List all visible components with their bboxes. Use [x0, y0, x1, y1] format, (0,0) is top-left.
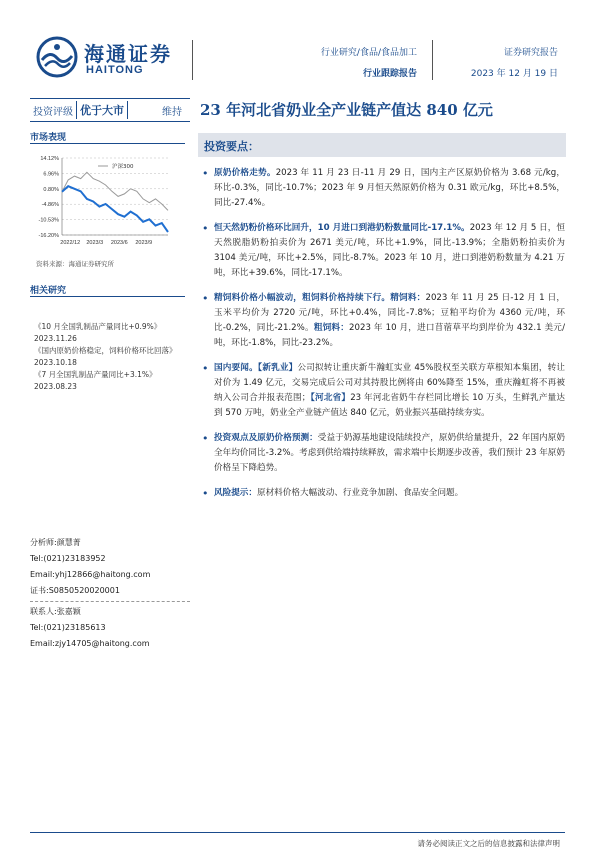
chart-x-tick-label: 2023/3 — [86, 240, 104, 246]
key-point-text: 23 年河北省奶牛存栏同比增长 10 万头，生鲜乳产量达到 570 万吨，奶业全产业链产值达 840 亿元，奶业振兴基础持续夯实。 — [214, 393, 565, 418]
key-point-text: 2023 年 12 月 5 日，恒天然脱脂奶粉拍卖价为 2671 美元/吨，环比+1.9%，同比-13.9%；全脂奶粉拍卖价为 3104 美元/吨，环比+2.5%，同比-8.7%。2023 年 10 月，进口到港奶粉数量为 4.21 万吨，环比+39.6%，同比-17.1%。 — [214, 223, 565, 278]
key-point-item — [200, 431, 565, 476]
chart-x-tick-label: 2022/12 — [60, 240, 81, 246]
report-date: 2023 年 12 月 19 日 — [470, 69, 558, 79]
key-point-heading: 风险提示： — [214, 488, 257, 498]
analyst-divider — [30, 601, 190, 602]
key-point-item — [200, 486, 565, 501]
analyst-cert: 证书:S0850520020001 — [30, 586, 120, 595]
header-divider — [432, 40, 433, 80]
chart-series-line — [62, 186, 168, 232]
key-point-heading: 国内要闻。 — [214, 363, 258, 373]
chart-y-tick-label: 14.12% — [40, 156, 59, 162]
key-point-heading: 原奶价格走势。 — [214, 168, 276, 178]
haitong-emblem-icon — [36, 36, 78, 78]
key-point-item — [200, 221, 565, 281]
market-performance-chart — [30, 150, 190, 250]
rating-bar — [30, 98, 190, 122]
contact-tel: Tel:(021)23185613 — [30, 623, 106, 632]
chart-y-tick-label: -16.20% — [38, 233, 59, 239]
report-title: 23 年河北省奶业全产业链产值达 840 亿元 — [200, 101, 493, 119]
related-item[interactable] — [34, 345, 184, 368]
related-item-date: 2023.11.26 — [34, 333, 77, 343]
market-heading-rule — [30, 143, 185, 144]
related-list — [34, 321, 184, 393]
chart-x-tick-label: 2023/6 — [110, 240, 128, 246]
key-point-heading: 精饲料价格小幅波动，粗饲料价格持续下行。 — [214, 293, 391, 303]
key-points-header — [198, 133, 566, 157]
report-series: 证券研究报告 — [503, 48, 558, 58]
chart-legend-label: 沪深300 — [112, 164, 134, 170]
logo-text-cn: 海通证券 — [84, 42, 172, 66]
chart-x-tick-label: 2023/9 — [135, 240, 153, 246]
related-item-title: 《7 月全国乳制品产量同比+3.1%》 — [34, 370, 157, 379]
header-divider — [192, 40, 193, 80]
footer-disclaimer: 请务必阅读正文之后的信息披露和法律声明 — [417, 839, 560, 848]
chart-y-tick-label: -4.86% — [41, 202, 59, 209]
key-point-subheading: 【河北省】 — [310, 393, 351, 403]
related-heading-rule — [30, 296, 185, 297]
chart-y-tick-label: -10.53% — [38, 217, 59, 224]
report-type: 行业跟踪报告 — [362, 69, 417, 79]
key-point-heading: 恒天然奶粉价格环比回升，10 月进口到港奶粉数量同比-17.1%。 — [214, 223, 470, 233]
chart-source: 资料来源：海通证券研究所 — [36, 260, 114, 268]
rating-label: 投资评级 — [33, 106, 73, 118]
key-point-subheading: 【新乳业】 — [257, 363, 298, 373]
related-item-date: 2023.10.18 — [34, 357, 77, 367]
footer-rule — [30, 832, 565, 833]
chart-y-tick-label: 6.96% — [43, 171, 59, 178]
analyst-name: 分析师:颜慧菁 — [30, 538, 81, 547]
chart-series-line — [62, 172, 168, 210]
related-item-title: 《国内原奶价格稳定，饲料价格环比回落》 — [34, 346, 177, 355]
key-point-item — [200, 361, 565, 421]
related-item-date: 2023.08.23 — [34, 381, 77, 391]
key-point-item — [200, 291, 565, 351]
related-item[interactable] — [34, 369, 184, 392]
key-points-list — [200, 166, 565, 511]
key-points-heading: 投资要点： — [204, 140, 259, 153]
market-heading: 市场表现 — [30, 133, 67, 143]
key-point-text: 原材料价格大幅波动、行业竞争加剧、食品安全问题。 — [256, 488, 464, 498]
key-point-text: 2023 年 10 月，进口苜蓿草平均到岸价为 432.1 美元/吨，环比-1.8%，同比-23.2%。 — [214, 323, 565, 348]
contact-email[interactable]: Email:zjy14705@haitong.com — [30, 639, 150, 648]
analyst-block — [30, 535, 190, 652]
logo-text-en: HAITONG — [86, 64, 144, 76]
key-point-text: 2023 年 11 月 25 日-12 月 1 日，玉米平均价为 2720 元/吨，环比+0.4%，同比-7.8%；豆粕平均价为 4360 元/吨，环比-0.2%，同比-21.2%。 — [214, 293, 565, 333]
key-point-subheading: 粗饲料： — [313, 323, 350, 333]
analyst-tel: Tel:(021)23183952 — [30, 554, 106, 563]
rating-separator — [127, 101, 128, 119]
related-item[interactable] — [34, 321, 184, 344]
related-heading: 相关研究 — [30, 286, 67, 296]
rating-value: 优于大市 — [80, 104, 124, 117]
chart-y-tick-label: 0.80% — [43, 186, 59, 193]
related-item-title: 《10 月全国乳制品产量同比+0.9%》 — [34, 322, 162, 331]
analyst-email[interactable]: Email:yhj12866@haitong.com — [30, 570, 151, 579]
key-point-subheading: 精饲料： — [390, 293, 426, 303]
haitong-logo — [36, 36, 186, 80]
key-point-heading: 投资观点及原奶价格预测： — [214, 433, 318, 443]
key-point-text: 受益于奶源基地建设陆续投产，原奶供给量提升，22 年国内原奶全年均价同比-3.2%。考虑到供给端持续释放，需求端中长期逐步改善，我们预计 23 年原奶价格呈下降趋势。 — [214, 433, 565, 473]
contact-name: 联系人:张嘉颖 — [30, 607, 81, 616]
report-category: 行业研究/食品/食品加工 — [320, 48, 417, 58]
key-point-text: 公司拟转让重庆新牛瀚虹实业 45%股权至关联方草根知本集团，转让对价为 1.49 亿元，交易完成后公司对其持股比例将由 60%降至 15%，重庆瀚虹将不再被纳入公司合并报表范围； — [214, 363, 565, 403]
key-point-item — [200, 166, 565, 211]
rating-action: 维持 — [162, 106, 182, 118]
key-point-text: 2023 年 11 月 23 日-11 月 29 日，国内主产区原奶价格为 3.68 元/kg，环比-0.3%，同比-10.7%；2023 年 9 月恒天然原奶价格为 0.31 欧元/kg，环比+8.5%，同比-27.4%。 — [214, 168, 565, 208]
